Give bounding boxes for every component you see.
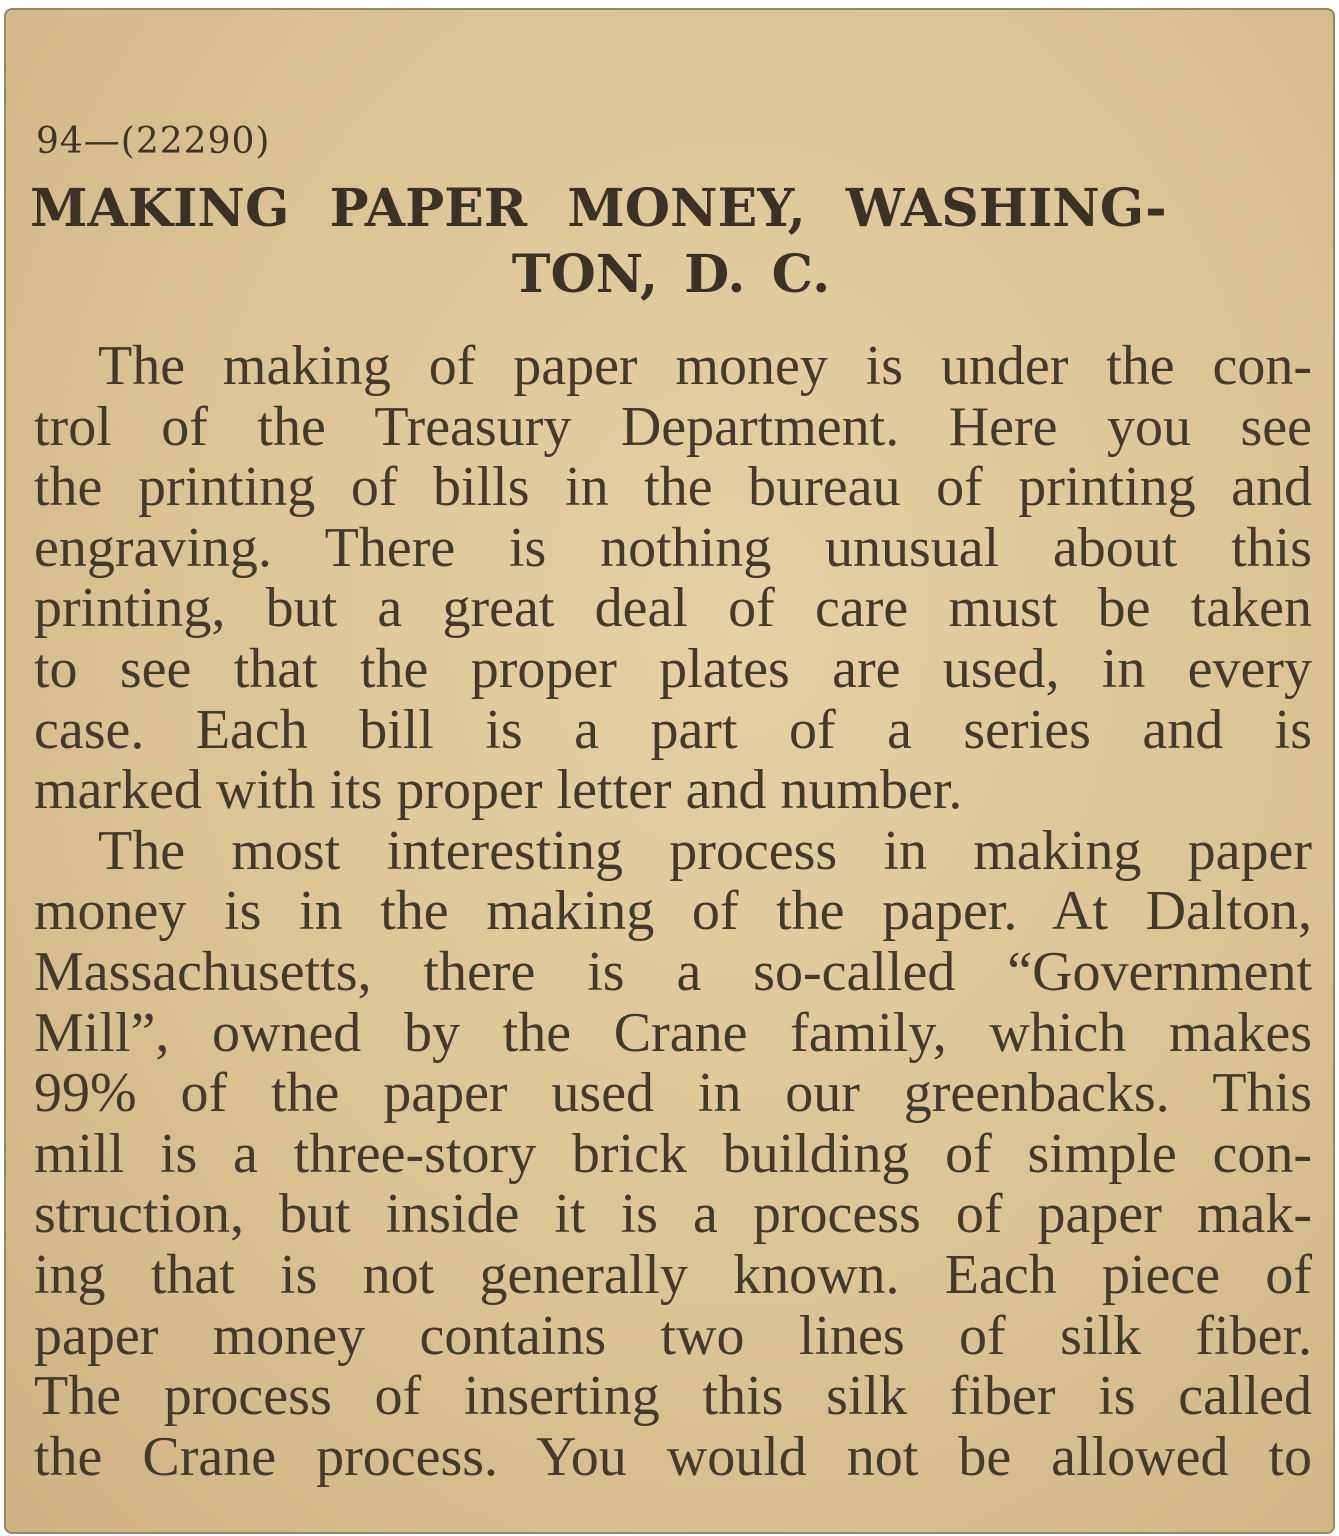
card-body [34,336,1312,1487]
text-line: Massachusetts, there is a so-called “Government [34,940,1312,1003]
text-line: the Crane process. You would not be allowed to [34,1425,1312,1488]
card-reference-number: 94—(22290) [36,121,271,162]
text-line: The most interesting process in making paper [98,819,1312,882]
text-line: mill is a three-story brick building of simple con- [34,1122,1312,1185]
title-line-2: TON, D. C. [511,244,831,305]
paragraph-2 [34,821,1312,1488]
text-line: trol of the Treasury Department. Here you see [34,395,1312,458]
paragraph-1 [34,336,1312,821]
text-line: printing, but a great deal of care must be taken [34,577,1312,640]
text-line: marked with its proper letter and number. [34,759,963,822]
card-title [30,176,1312,308]
text-line: to see that the proper plates are used, in every [34,637,1312,700]
text-line: engraving. There is nothing unusual about this [34,516,1312,579]
text-line: The process of inserting this silk fiber is called [34,1365,1312,1428]
text-line: money is in the making of the paper. At Dalton, [34,880,1312,943]
text-line: case. Each bill is a part of a series and is [34,698,1312,761]
title-line-1: MAKING PAPER MONEY, WASHING- [30,178,1167,239]
text-line: Mill”, owned by the Crane family, which makes [34,1001,1312,1064]
text-line: 99% of the paper used in our greenbacks. This [34,1062,1312,1125]
card [4,8,1335,1534]
text-line: ing that is not generally known. Each piece of [34,1243,1312,1306]
text-line: paper money contains two lines of silk fiber. [34,1304,1312,1367]
text-line: struction, but inside it is a process of paper mak- [34,1183,1312,1246]
text-line: the printing of bills in the bureau of printing and [34,456,1312,519]
text-line: The making of paper money is under the con- [98,335,1312,397]
